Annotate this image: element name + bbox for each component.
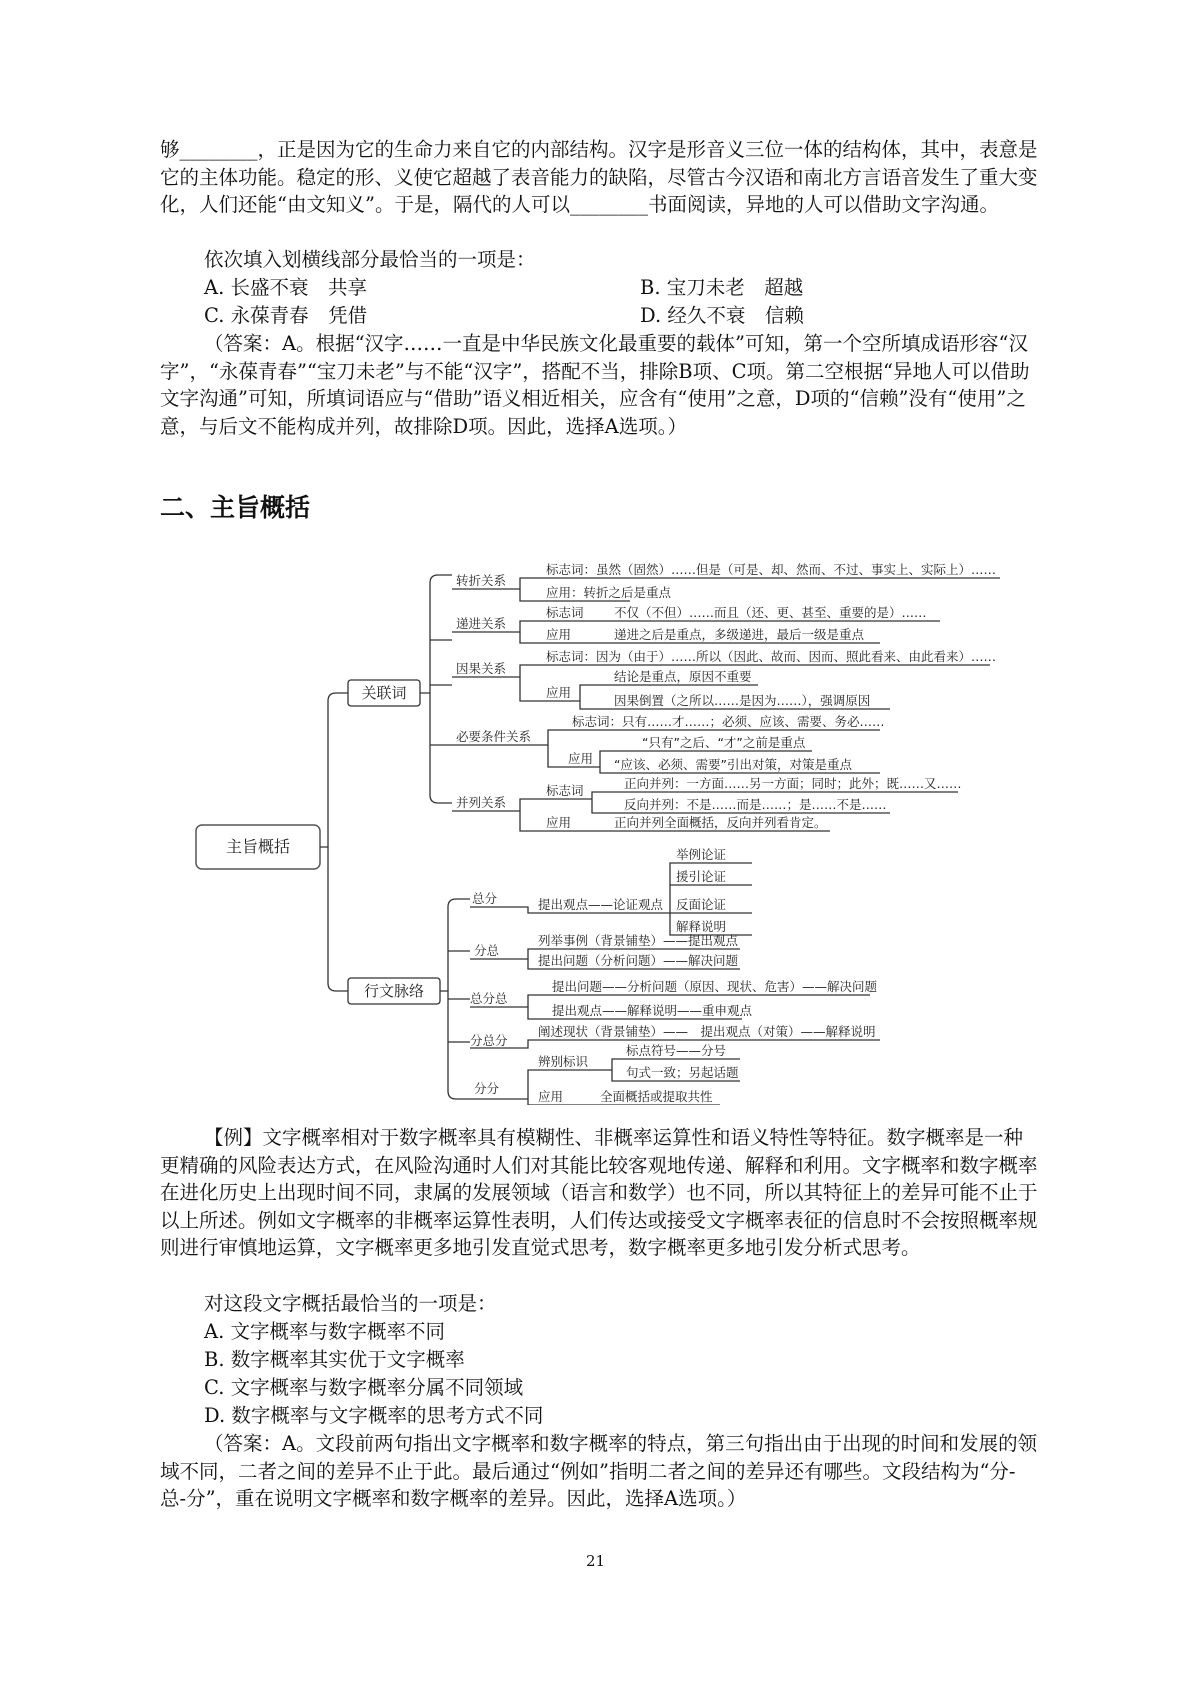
biyao-use-label: 应用 [568,751,594,766]
q1-option-d: D. 经久不衰 信赖 [640,304,804,327]
q1-prompt: 依次填入划横线部分最恰当的一项是： [204,248,536,271]
zongfen-text: 提出观点——论证观点 [538,897,664,912]
yinguo-use-label: 应用 [546,685,572,700]
q2-option-d: D. 数字概率与文字概率的思考方式不同 [204,1404,544,1427]
fenfen-use-label: 应用 [538,1089,564,1104]
zongfen-title: 总分 [472,891,498,906]
q2-option-c: C. 文字概率与数字概率分属不同领域 [204,1376,524,1399]
dijin-use: 递进之后是重点，多级递进，最后一级是重点 [614,627,865,642]
fenfen-bian-1: 标点符号——分号 [626,1043,727,1058]
dijin-use-label: 应用 [546,627,572,642]
branch-xingwenmailuo: 行文脉络 [363,982,425,1000]
fenfen-bian-2: 句式一致；另起话题 [626,1065,739,1080]
yinguo-title: 因果关系 [456,661,507,676]
yinguo-mark: 标志词：因为（由于）……所以（因此、故而、因而、照此看来、由此看来）…… [546,649,997,664]
zongfen-sub-2: 援引论证 [676,869,727,884]
page-number: 21 [585,1552,606,1570]
fenzong-title: 分总 [474,943,500,958]
binglie-mark-2: 反向并列：不是……而是……；是……不是…… [624,797,887,812]
fenzongfen-title: 分总分 [470,1033,508,1048]
zhuanzhe-mark: 标志词：虽然（固然）……但是（可是、却、然而、不过、事实上、实际上）…… [546,562,997,577]
yinguo-use-1: 结论是重点，原因不重要 [614,669,752,684]
q2-passage: 【例】文字概率相对于数字概率具有模糊性、非概率运算性和语义特性等特征。数字概率是一种更精确的风险表达方式，在风险沟通时人们对其能比较客观地传递、解释和利用。文字概率和数字概率在进化历史上出现时间不同，隶属的发展领域（语言和数学）也不同，所以其特征上的差异可能不止于以上所述。例如文字概率的非概率运算性表明，人们传达或接受文字概率表征的信息时不会按照概率规则进行审慎地运算，文字概率更多地引发直觉式思考，数字概率更多地引发分析式思考。 [160,1126,1038,1259]
biyao-use-2: “应该、必须、需要”引出对策，对策是重点 [614,757,852,772]
branch-guanlianci: 关联词 [361,684,407,702]
q2-answer: （答案：A。文段前两句指出文字概率和数字概率的特点，第三句指出由于出现的时间和发展的领域不同，二者之间的差异不止于此。最后通过“例如”指明二者之间的差异还有哪些。文段结构为“分-总-分”，重在说明文字概率和数字概率的差异。因此，选择A选项。） [160,1432,1038,1510]
fenzong-text-1: 列举事例（背景铺垫）——提出观点 [538,933,739,948]
zhuanzhe-use: 应用：转折之后是重点 [546,585,672,600]
q2-prompt: 对这段文字概括最恰当的一项是： [204,1292,497,1315]
section-title: 二、主旨概括 [160,493,311,522]
fenfen-use: 全面概括或提取共性 [600,1089,713,1104]
fenfen-bian: 辨别标识 [538,1054,589,1069]
fenzongfen-text: 阐述现状（背景铺垫）—— 提出观点（对策）——解释说明 [538,1024,876,1039]
q2-option-b: B. 数字概率其实优于文字概率 [204,1348,465,1371]
q2-option-a: A. 文字概率与数字概率不同 [204,1320,445,1343]
biyao-mark: 标志词：只有……才……；必须、应该、需要、务必…… [572,714,885,729]
binglie-use: 正向并列全面概括，反向并列看肯定。 [614,815,827,830]
zongfenzong-text-1: 提出问题——分析问题（原因、现状、危害）——解决问题 [552,979,878,994]
fenfen-title: 分分 [474,1081,500,1096]
mindmap-root: 主旨概括 [225,837,291,856]
zongfenzong-text-2: 提出观点——解释说明——重申观点 [552,1003,753,1018]
mindmap-diagram [0,545,1191,1105]
zongfen-sub-1: 举例论证 [676,847,727,862]
binglie-title: 并列关系 [456,795,507,810]
q1-passage: 够________，正是因为它的生命力来自它的内部结构。汉字是形音义三位一体的结构体，其中，表意是它的主体功能。稳定的形、义使它超越了表音能力的缺陷，尽管古今汉语和南北方言语音发生了重大变化，人们还能“由文知义”。于是，隔代的人可以________书面阅读，异地的人可以借助文字沟通。 [160,138,1038,216]
zongfenzong-title: 总分总 [470,991,508,1006]
fenzong-text-2: 提出问题（分析问题）——解决问题 [538,953,739,968]
q1-option-a: A. 长盛不衰 共享 [204,276,367,299]
dijin-mark-label: 标志词 [546,605,584,620]
dijin-title: 递进关系 [456,616,507,631]
yinguo-use-2: 因果倒置（之所以……是因为……），强调原因 [614,693,871,708]
binglie-use-label: 应用 [546,815,572,830]
zongfen-sub-3: 反面论证 [676,897,727,912]
zhuanzhe-title: 转折关系 [456,573,507,588]
biyao-use-1: “只有”之后、“才”之前是重点 [642,735,806,750]
q1-option-b: B. 宝刀未老 超越 [640,276,804,299]
zongfen-sub-4: 解释说明 [676,919,727,934]
biyao-title: 必要条件关系 [456,729,532,744]
binglie-mark-1: 正向并列：一方面……另一方面；同时；此外；既……又…… [624,776,962,791]
q1-answer: （答案：A。根据“汉字……一直是中华民族文化最重要的载体”可知，第一个空所填成语形容“汉字”，“永葆青春”“宝刀未老”与不能“汉字”，搭配不当，排除B项、C项。第二空根据“异地人可以借助文字沟通”可知，所填词语应与“借助”语义相近相关，应含有“使用”之意，D项的“信赖”没有“使用”之意，与后文不能构成并列，故排除D项。因此，选择A选项。） [160,332,1030,438]
binglie-mark-label: 标志词 [546,783,584,798]
q1-option-c: C. 永葆青春 凭借 [204,304,368,327]
dijin-mark: 不仅（不但）……而且（还、更、甚至、重要的是）…… [614,605,927,620]
